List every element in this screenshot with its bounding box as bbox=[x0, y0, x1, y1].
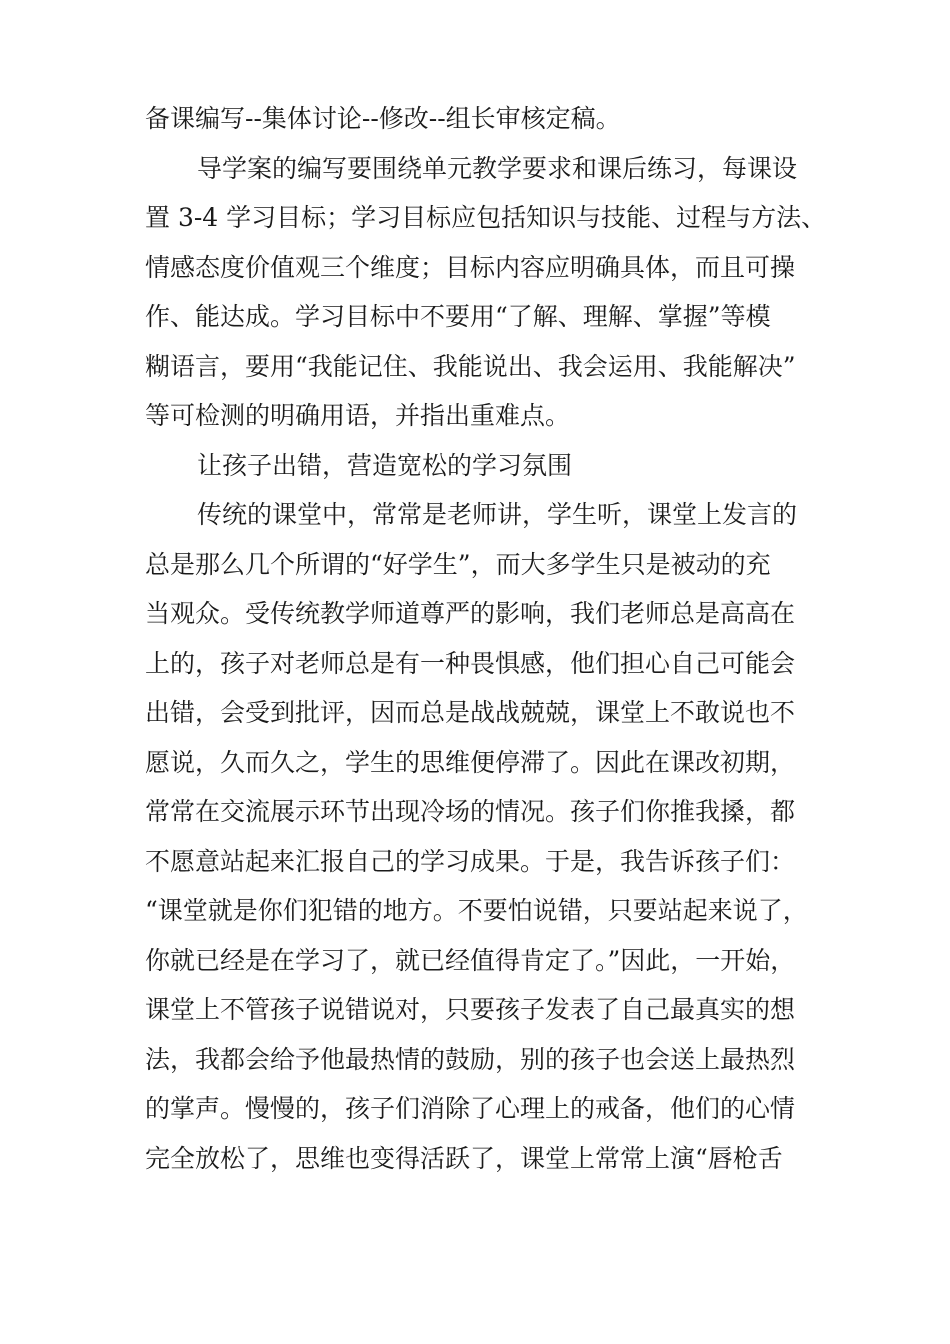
text-line: 法，我都会给予他最热情的鼓励，别的孩子也会送上最热烈 bbox=[145, 1044, 796, 1074]
section-heading: 让孩子出错，营造宽松的学习氛围 bbox=[197, 450, 573, 480]
body-text bbox=[145, 94, 827, 1183]
text-line: 完全放松了，思维也变得活跃了，课堂上常常上演“唇枪舌 bbox=[145, 1143, 783, 1173]
text-line: 情感态度价值观三个维度；目标内容应明确具体，而且可操 bbox=[145, 252, 796, 282]
text-line: 总是那么几个所谓的“好学生”，而大多学生只是被动的充 bbox=[145, 549, 771, 579]
text-line: 常常在交流展示环节出现冷场的情况。孩子们你推我搡，都 bbox=[145, 797, 796, 826]
text-line: 不愿意站起来汇报自己的学习成果。于是，我告诉孩子们： bbox=[145, 846, 796, 876]
text-line: 当观众。受传统教学师道尊严的影响，我们老师总是高高在 bbox=[145, 599, 796, 628]
text-line: 糊语言，要用“我能记住、我能说出、我会运用、我能解决” bbox=[145, 351, 796, 381]
text-line: 作、能达成。学习目标中不要用“了解、理解、掌握”等模 bbox=[145, 302, 771, 331]
paragraph-start-line: 传统的课堂中，常常是老师讲，学生听，课堂上发言的 bbox=[197, 500, 798, 529]
text-line: “课堂就是你们犯错的地方。不要怕说错，只要站起来说了， bbox=[145, 896, 808, 925]
text-line: 出错，会受到批评，因而总是战战兢兢，课堂上不敢说也不 bbox=[145, 698, 796, 727]
text-line: 你就已经是在学习了，就已经值得肯定了。”因此，一开始， bbox=[145, 945, 796, 975]
text-line: 愿说，久而久之，学生的思维便停滞了。因此在课改初期， bbox=[145, 747, 796, 777]
text-line: 等可检测的明确用语，并指出重难点。 bbox=[145, 401, 571, 430]
text-line: 上的，孩子对老师总是有一种畏惧感，他们担心自己可能会 bbox=[145, 648, 796, 678]
text-line: 的掌声。慢慢的，孩子们消除了心理上的戒备，他们的心情 bbox=[145, 1094, 796, 1123]
paragraph-start-line: 导学案的编写要围绕单元教学要求和课后练习，每课设 bbox=[197, 153, 798, 183]
text-line: 备课编写--集体讨论--修改--组长审核定稿。 bbox=[145, 104, 621, 133]
text-line: 置 3-4 学习目标；学习目标应包括知识与技能、过程与方法、 bbox=[145, 203, 827, 232]
text-line: 课堂上不管孩子说错说对，只要孩子发表了自己最真实的想 bbox=[145, 995, 796, 1024]
